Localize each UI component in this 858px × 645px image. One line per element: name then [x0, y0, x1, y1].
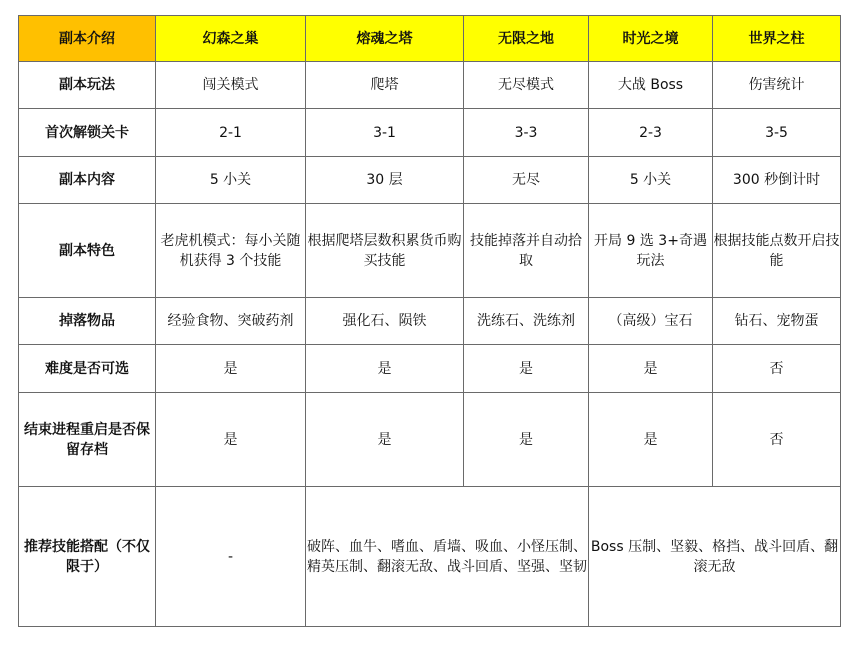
- table-cell: 是: [589, 345, 713, 393]
- header-row: [19, 16, 841, 62]
- column-header: 熔魂之塔: [306, 16, 464, 62]
- table-cell: 无尽: [464, 157, 589, 204]
- row-label: 掉落物品: [19, 298, 156, 345]
- row-label: 推荐技能搭配（不仅限于）: [19, 487, 156, 627]
- row-label: 结束进程重启是否保留存档: [19, 393, 156, 487]
- table-cell: 300 秒倒计时: [713, 157, 841, 204]
- table-cell: 否: [713, 345, 841, 393]
- corner-header: 副本介绍: [19, 16, 156, 62]
- table-cell: 技能掉落并自动拾取: [464, 204, 589, 298]
- table-row-unlock: [19, 109, 841, 157]
- table-cell: 否: [713, 393, 841, 487]
- table-cell: 5 小关: [589, 157, 713, 204]
- table-cell: 2-3: [589, 109, 713, 157]
- table-cell: 是: [589, 393, 713, 487]
- table-row-drops: [19, 298, 841, 345]
- row-label: 副本特色: [19, 204, 156, 298]
- column-header: 无限之地: [464, 16, 589, 62]
- table-cell: 是: [464, 393, 589, 487]
- row-label: 副本内容: [19, 157, 156, 204]
- table-cell: （高级）宝石: [589, 298, 713, 345]
- table-cell: 5 小关: [156, 157, 306, 204]
- table-cell-merged: Boss 压制、坚毅、格挡、战斗回盾、翻滚无敌: [589, 487, 841, 627]
- table-cell: 3-1: [306, 109, 464, 157]
- column-header: 幻森之巢: [156, 16, 306, 62]
- table-cell: 开局 9 选 3+奇遇玩法: [589, 204, 713, 298]
- table-cell: 无尽模式: [464, 62, 589, 109]
- table-cell: 3-5: [713, 109, 841, 157]
- dungeon-comparison-table: [18, 15, 841, 627]
- table-row-feature: [19, 204, 841, 298]
- table-cell: 根据技能点数开启技能: [713, 204, 841, 298]
- table-cell: 是: [306, 345, 464, 393]
- table-row-difficulty: [19, 345, 841, 393]
- table-row-content: [19, 157, 841, 204]
- table-cell: 经验食物、突破药剂: [156, 298, 306, 345]
- table-cell: 伤害统计: [713, 62, 841, 109]
- table-row-save: [19, 393, 841, 487]
- table-cell: 老虎机模式：每小关随机获得 3 个技能: [156, 204, 306, 298]
- table-cell: 是: [156, 393, 306, 487]
- column-header: 世界之柱: [713, 16, 841, 62]
- table-cell: 洗练石、洗练剂: [464, 298, 589, 345]
- table-cell: 是: [156, 345, 306, 393]
- table-row-gameplay: [19, 62, 841, 109]
- table-cell: 是: [464, 345, 589, 393]
- table-cell: 2-1: [156, 109, 306, 157]
- table-cell: 3-3: [464, 109, 589, 157]
- table-cell: 是: [306, 393, 464, 487]
- table-cell: -: [156, 487, 306, 627]
- row-label: 难度是否可选: [19, 345, 156, 393]
- table-cell: 爬塔: [306, 62, 464, 109]
- row-label: 副本玩法: [19, 62, 156, 109]
- table-cell: 30 层: [306, 157, 464, 204]
- table-row-skills: [19, 487, 841, 627]
- table-cell-merged: 破阵、血牛、嗜血、盾墙、吸血、小怪压制、精英压制、翻滚无敌、战斗回盾、坚强、坚韧: [306, 487, 589, 627]
- table-cell: 大战 Boss: [589, 62, 713, 109]
- table-cell: 钻石、宠物蛋: [713, 298, 841, 345]
- column-header: 时光之境: [589, 16, 713, 62]
- table-cell: 根据爬塔层数积累货币购买技能: [306, 204, 464, 298]
- row-label: 首次解锁关卡: [19, 109, 156, 157]
- table-cell: 强化石、陨铁: [306, 298, 464, 345]
- table-cell: 闯关模式: [156, 62, 306, 109]
